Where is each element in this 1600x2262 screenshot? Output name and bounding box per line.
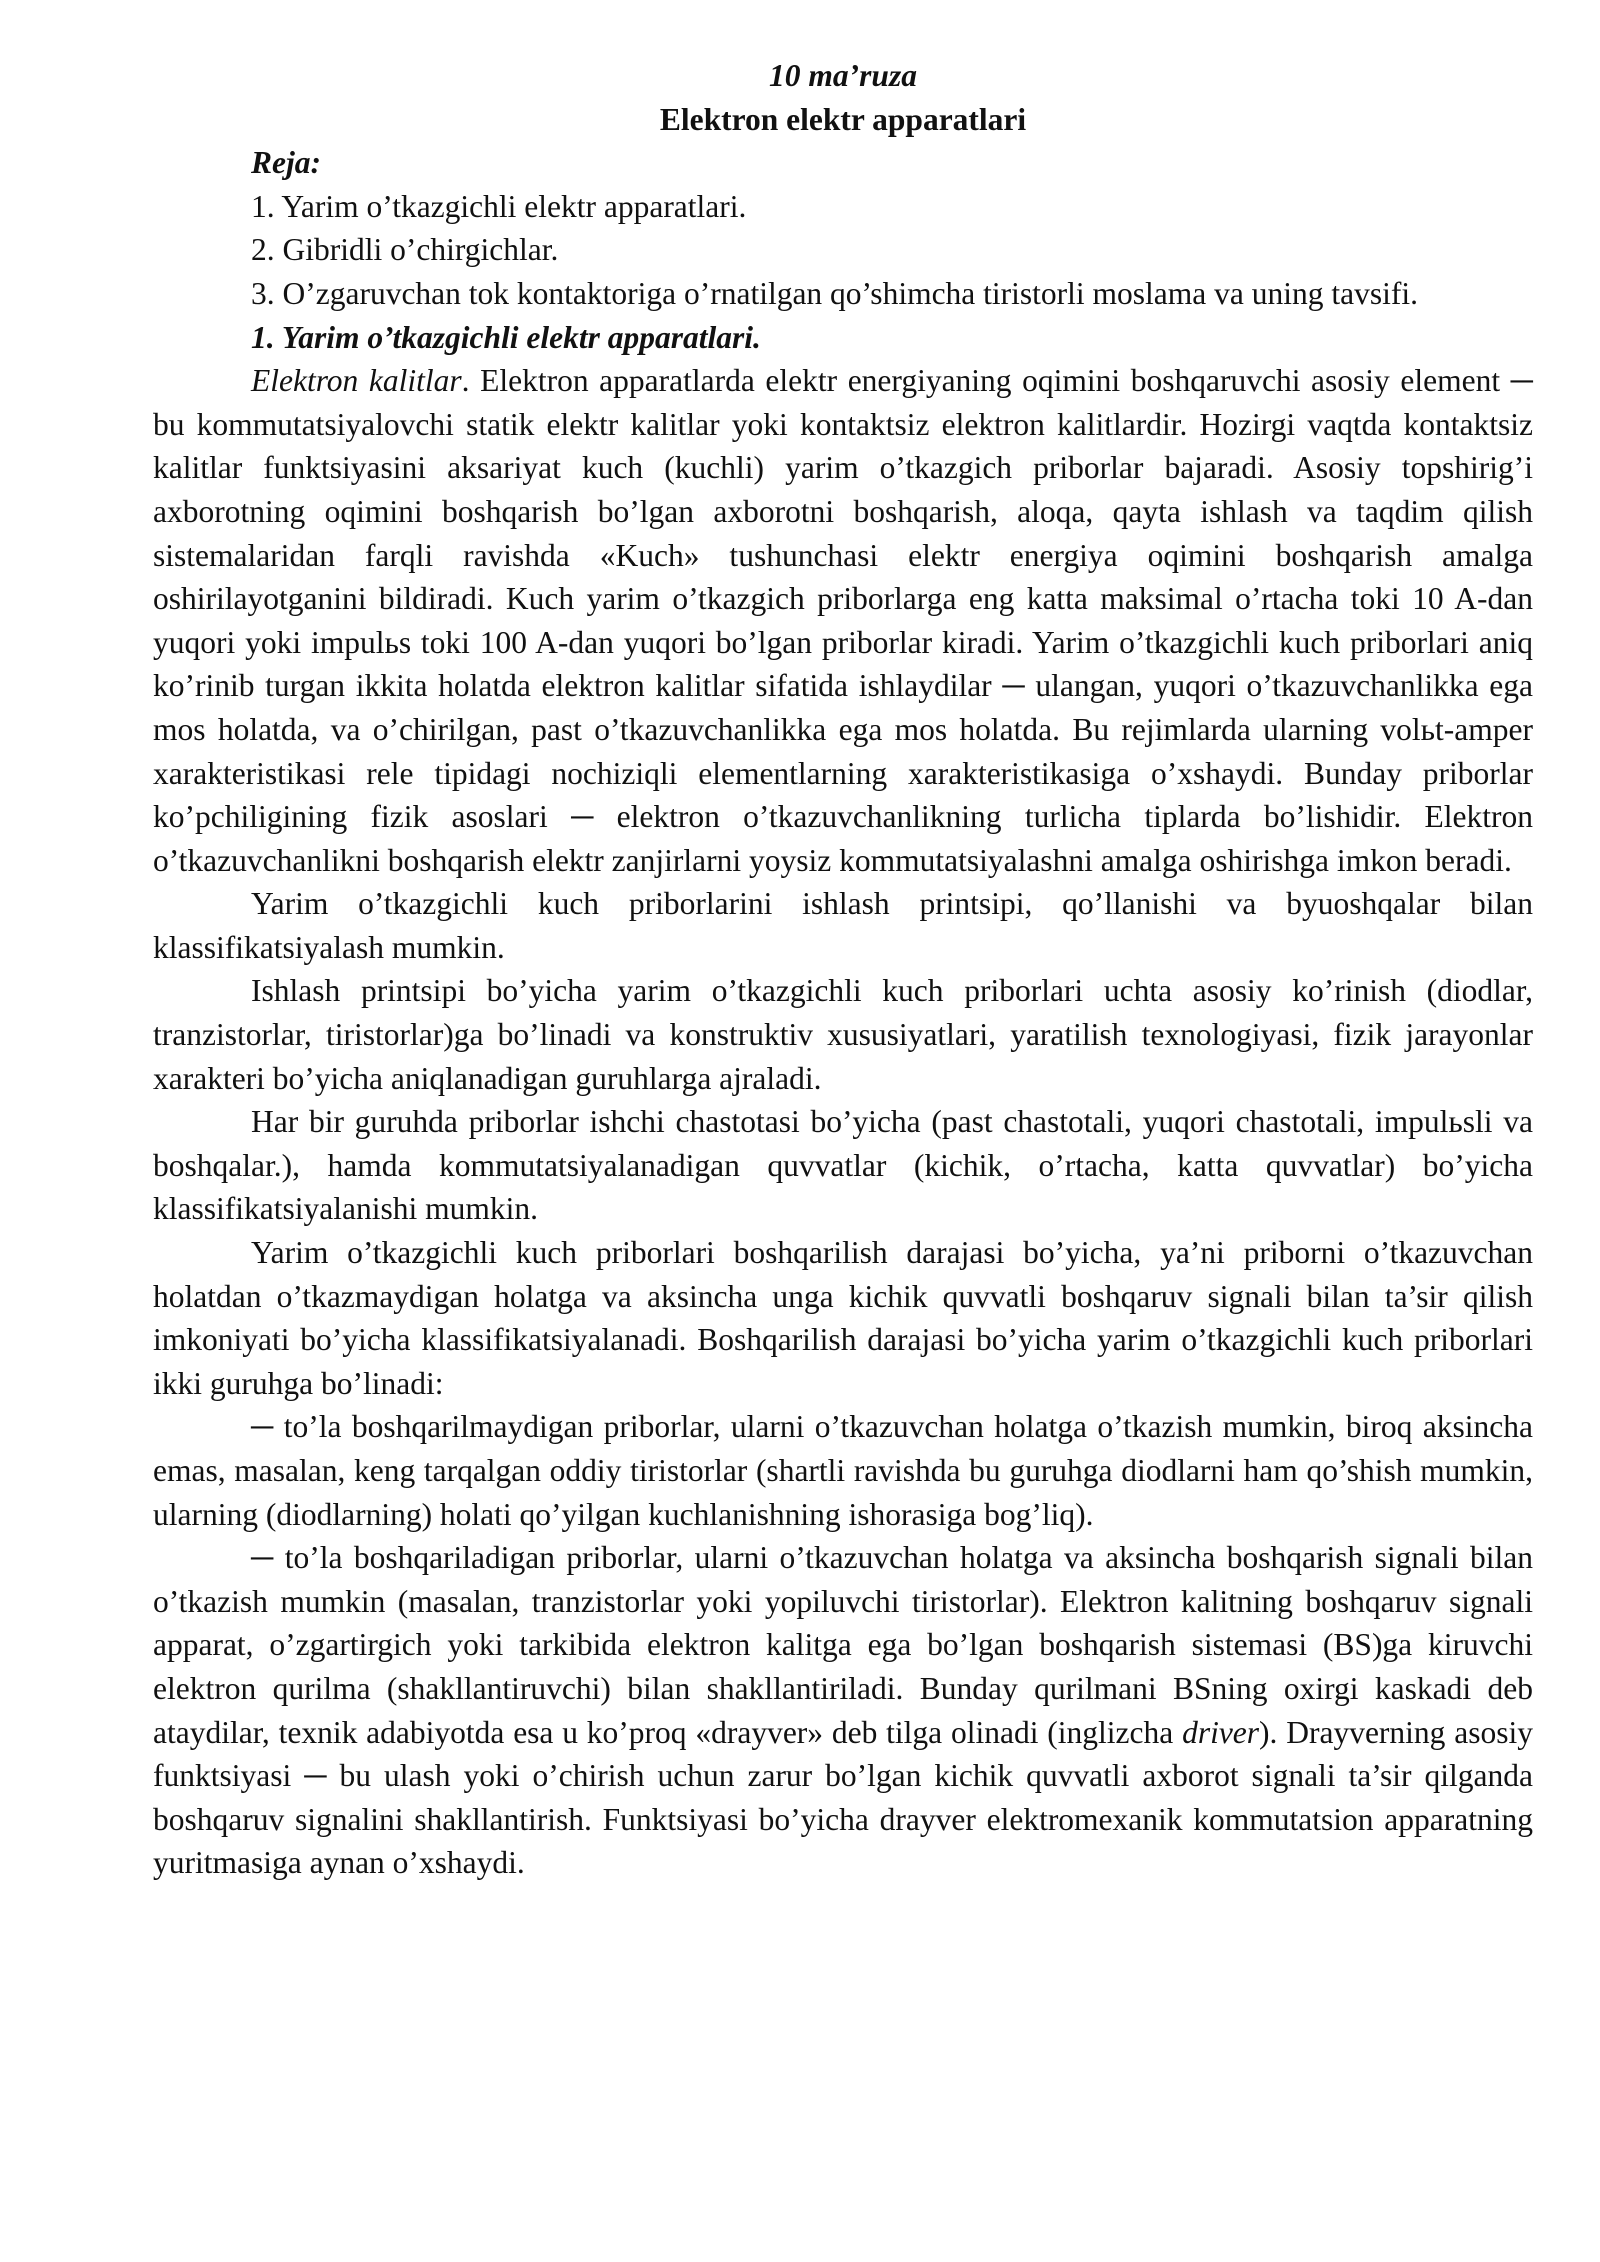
paragraph-control-degree: Yarim o’tkazgichli kuch priborlari boshqarilish darajasi bo’yicha, ya’ni priborni o’tkazuvchan holatdan o’tkazmaydigan holatga va aksincha unga kichik quvvatli boshqaruv signali bilan ta’sir qilish imkoniyati bo’yicha klassifikatsiyalanadi. Boshqarilish darajasi bo’yicha yarim o’tkazgichli kuch priborlari ikki guruhga bo’linadi: [153, 1235, 1533, 1401]
paragraph-text: . Elektron apparatlarda elektr energiyaning oqimini boshqaruvchi asosiy element ─ bu kommutatsiyalovchi statik elektr kalitlar yoki kontaktsiz elektron kalitlardir. Hozirgi vaqtda kontaktsiz kalitlar funktsiyasini aksariyat kuch (kuchli) yarim o’tkazgich priborlar bajaradi. Asosiy topshirig’i axborotning oqimini boshqarish bo’lgan axborotni boshqarish, aloqa, qayta ishlash va taqdim qilish sistemalaridan farqli ravishda «Kuch» tushunchasi elektr energiya oqimini boshqarish amalga oshirilayotganini bildiradi. Kuch yarim o’tkazgich priborlarga eng katta maksimal o’rtacha toki 10 A-dan yuqori yoki impulьs toki 100 A-dan yuqori bo’lgan priborlar kiradi. Yarim o’tkazgichli kuch priborlari aniq ko’rinib turgan ikkita holatda elektron kalitlar sifatida ishlaydilar ─ ulangan, yuqori o’tkazuvchanlikka ega mos holatda, va o’chirilgan, past o’tkazuvchanlikka ega mos holatda. Bu rejimlarda ularning volьt-amper xarakteristikasi rele tipidagi nochiziqli elementlarning xarakteristikasiga o’xshaydi. Bunday priborlar ko’pchiligining fizik asoslari ─ elektron o’tkazuvchanlikning turlicha tiplarda bo’lishidir. Elektron o’tkazuvchanlikni boshqarish elektr zanjirlarni yoysiz kommutatsiyalashni amalga oshirishga imkon beradi. [153, 363, 1533, 878]
paragraph-classification-intro: Yarim o’tkazgichli kuch priborlarini ishlash printsipi, qo’llanishi va byuoshqalar bilan klassifikatsiyalash mumkin. [153, 886, 1533, 965]
lecture-number: 10 ma’ruza [769, 58, 917, 93]
list-item-controlled-devices [153, 1536, 1533, 1885]
paragraph-electronic-switches [153, 359, 1533, 882]
paragraph-text: ). Drayverning asosiy funktsiyasi ─ bu ulash yoki o’chirish uchun zarur bo’lgan kichik quvvatli axborot signali ta’sir qilganda boshqaruv signalini shakllantirish. Funktsiyasi bo’yicha drayver elektromexanik kommutatsion apparatning yuritmasiga aynan o’xshaydi. [153, 1714, 1533, 1881]
paragraph-group-classification: Har bir guruhda priborlar ishchi chastotasi bo’yicha (past chastotali, yuqori chastotali, impulьsli va boshqalar.), hamda kommutatsiyalanadigan quvvatlar (kichik, o’rtacha, katta quvvatlar) bo’yicha klassifikatsiyalanishi mumkin. [153, 1104, 1533, 1227]
paragraph-text: ─ to’la boshqariladigan priborlar, ularni o’tkazuvchan holatga va aksincha boshqarish signali bilan o’tkazish mumkin (masalan, tranzistorlar yoki yopiluvchi tiristorlar). Elektron kalitning boshqaruv signali apparat, o’zgartirgich yoki tarkibida elektron kalitga ega bo’lgan boshqarish sistemasi (BS)ga kiruvchi elektron qurilma (shakllantiruvchi) bilan shakllantiriladi. Bunday qurilmani BSning oxirgi kaskadi deb ataydilar, texnik adabiyotda esa u ko’proq «drayver» deb tilga olinadi (inglizcha [153, 1540, 1533, 1750]
term-electronic-switches: Elektron kalitlar [251, 363, 462, 399]
paragraph-operating-principle: Ishlash printsipi bo’yicha yarim o’tkazgichli kuch priborlari uchta asosiy ko’rinish (diodlar, tranzistorlar, tiristorlar)ga bo’linadi va konstruktiv xususiyatlari, yaratilish texnologiyasi, fizik jarayonlar xarakteri bo’yicha aniqlanadigan guruhlarga ajraladi. [153, 973, 1533, 1096]
plan-item-2: 2. Gibridli o’chirgichlar. [251, 232, 559, 268]
term-driver: driver [1182, 1714, 1260, 1750]
document-page [153, 54, 1533, 1885]
plan-item-1: 1. Yarim o’tkazgichli elektr apparatlari. [251, 188, 747, 224]
section-heading: 1. Yarim o’tkazgichli elektr apparatlari. [251, 319, 761, 355]
list-item-uncontrolled-devices: ─ to’la boshqarilmaydigan priborlar, ularni o’tkazuvchan holatga o’tkazish mumkin, biroq aksincha emas, masalan, keng tarqalgan oddiy tiristorlar (shartli ravishda bu guruhga diodlarni ham qo’shish mumkin, ularning (diodlarning) holati qo’yilgan kuchlanishning ishorasiga bog’liq). [153, 1409, 1533, 1532]
document-title: Elektron elektr apparatlari [659, 101, 1027, 137]
plan-item-3: 3. O’zgaruvchan tok kontaktoriga o’rnatilgan qo’shimcha tiristorli moslama va uning tavsifi. [251, 275, 1418, 311]
plan-label: Reja: [251, 145, 321, 181]
